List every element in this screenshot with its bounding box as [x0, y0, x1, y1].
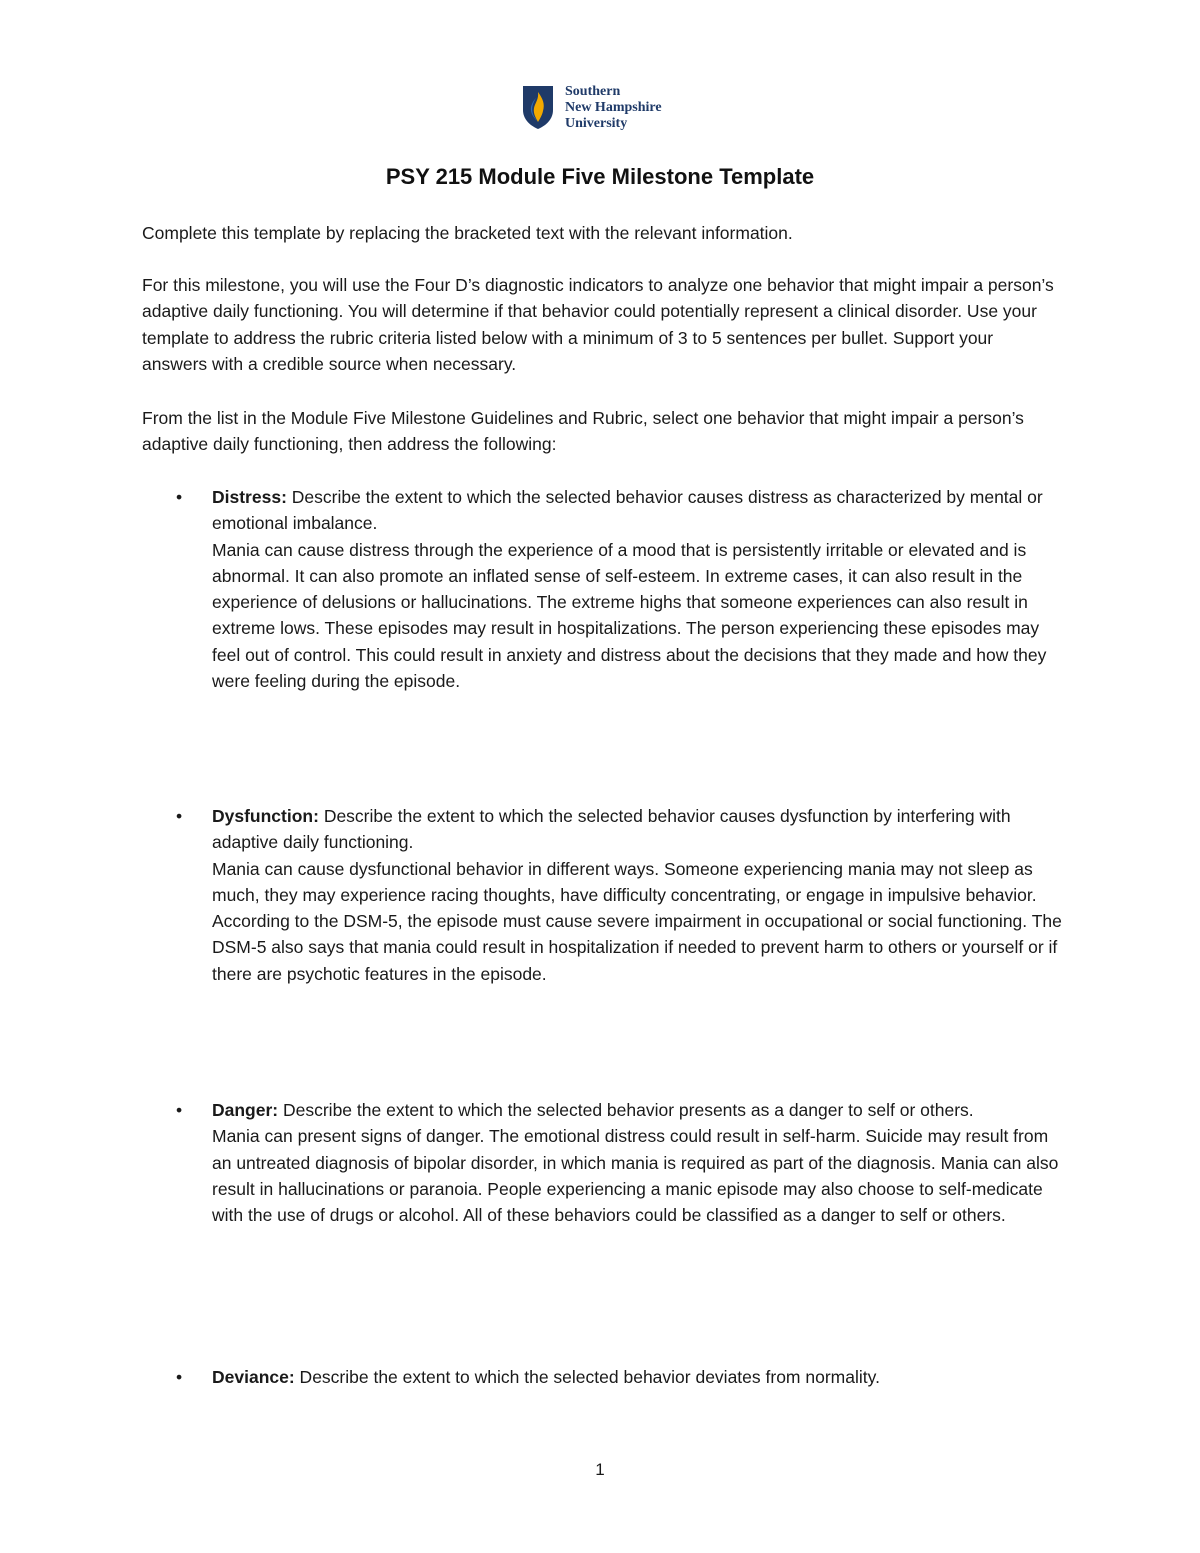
- bullet-prompt: Describe the extent to which the selected behavior causes distress as characterized by mental or emotional imbalance.: [212, 487, 1043, 534]
- university-logo: [521, 84, 691, 132]
- bullet-prompt: Describe the extent to which the selected behavior presents as a danger to self or others.: [278, 1100, 974, 1120]
- document-title: PSY 215 Module Five Milestone Template: [385, 164, 815, 189]
- instructions-paragraph: From the list in the Module Five Milestone Guidelines and Rubric, select one behavior that might impair a person’s adaptive daily functioning, then address the following:: [142, 408, 1024, 455]
- bullet-prompt: Describe the extent to which the selected behavior causes dysfunction by interfering with adaptive daily functioning.: [212, 806, 1011, 853]
- logo-line-1: Southern: [565, 84, 621, 99]
- bullet-term: Deviance:: [212, 1367, 295, 1387]
- bullet-prompt: Describe the extent to which the selected behavior deviates from normality.: [294, 1367, 880, 1387]
- logo-wordmark: [565, 84, 662, 132]
- bullet-term: Dysfunction:: [212, 806, 319, 826]
- logo-line-2: New Hampshire: [565, 100, 662, 115]
- bullet-body: [212, 803, 1062, 987]
- milestone-paragraph: For this milestone, you will use the Four D’s diagnostic indicators to analyze one behavior that might impair a person’s adaptive daily functioning. You will determine if that behavior could potentially represent a clinical disorder. Use your template to address the rubric criteria listed below with a minimum of 3 to 5 sentences per bullet. Support your answers with a credible source when necessary.: [142, 275, 1054, 374]
- flame-shield-icon: [521, 84, 555, 130]
- logo-line-3: University: [565, 116, 628, 131]
- bullet-answer: Mania can cause dysfunctional behavior in different ways. Someone experiencing mania may not sleep as much, they may experience racing thoughts, have difficulty concentrating, or engage in impulsive behavior. According to the DSM-5, the episode must cause severe impairment in occupational or social functioning. The DSM-5 also says that mania could result in hospitalization if needed to prevent harm to others or yourself or if there are psychotic features in the episode.: [212, 858, 1062, 984]
- bullet-body: [212, 1097, 1062, 1228]
- bullet-answer: Mania can cause distress through the experience of a mood that is persistently irritable or elevated and is abnormal. It can also promote an inflated sense of self-esteem. In extreme cases, it can also result in the experience of delusions or hallucinations. The extreme highs that someone experiences can also result in extreme lows. These episodes may result in hospitalizations. The person experiencing these episodes may feel out of control. This could result in anxiety and distress about the decisions that they made and how they were feeling during the episode.: [212, 539, 1047, 692]
- bullet-body: [212, 484, 1062, 694]
- bullet-dot-icon: •: [176, 1100, 183, 1120]
- intro-paragraph: Complete this template by replacing the bracketed text with the relevant information.: [142, 223, 793, 243]
- bullet-term: Distress:: [212, 487, 287, 507]
- page-number: 1: [595, 1460, 605, 1479]
- bullet-dot-icon: •: [176, 487, 183, 507]
- bullet-dot-icon: •: [176, 1367, 183, 1387]
- bullet-term: Danger:: [212, 1100, 279, 1120]
- bullet-dot-icon: •: [176, 806, 183, 826]
- bullet-answer: Mania can present signs of danger. The emotional distress could result in self-harm. Suicide may result from an untreated diagnosis of bipolar disorder, in which mania is required as part of the diagnosis. Mania can also result in hallucinations or paranoia. People experiencing a manic episode may also choose to self-medicate with the use of drugs or alcohol. All of these behaviors could be classified as a danger to self or others.: [212, 1126, 1059, 1226]
- bullet-body: [212, 1364, 1062, 1390]
